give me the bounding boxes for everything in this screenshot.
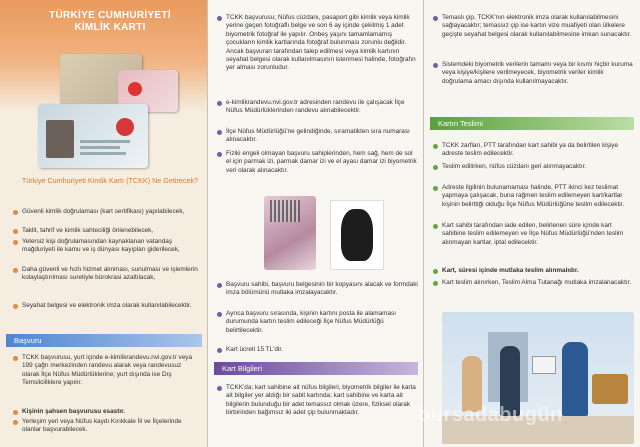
bullet-icon [433,16,438,21]
subtitle-question: Türkiye Cumhuriyeti Kimlik Kartı (TCKK) Ne Getirecek? [21,176,199,185]
delivery-item: Kart sahibi tarafından iade edilen, belirlenen süre içinde kart sahibine teslim edilemeyen ve İlçe Nüfus Müdürlüğü'nden teslim alınmayan kartlar, iptal edilecektir. [432,222,635,247]
bullet-icon [217,101,222,106]
section-header-kart-bilgileri: Kart Bilgileri [214,362,418,375]
info-item: TCKK başvurusu; Nüfus cüzdanı, pasaport gibi kimlik veya kimlik yerine geçen fotoğraflı belge ve son 6 ay içinde çekilmiş 1 adet biyometrik fotoğraf ile yapılır. Onbeş yaşını tamamlamamış çocukların kimlik kartlarında fotoğraf bulunması zorunlu değildir. Ancak başvuran tarafından talep edilmesi veya kimlik kartının seyahat belgesi olarak kullanılmasının istenmesi halinde, fotoğrafın yer alması zorunludur. [216,14,418,73]
bullet-icon [13,210,18,215]
info-item: Başvuru sahibi, başvuru belgesinin bir kopyasını alacak ve formdaki imza bölümünü mutlaka imzalayacaktır. [216,281,418,298]
palm-vein-image [330,200,384,270]
brochure-panel-left [0,0,207,447]
delivery-item: Adreste ilgilinin bulunamaması halinde, PTT ikinci kez teslimat yapmaya çalışacak, buna rağmen teslim edilemeyen kart/kartlar kişinin belirttiği olduğu İlçe Nüfus Müdürlüğüne teslim edilecektir. [432,184,635,209]
bullet-icon [433,224,438,229]
bullet-icon [217,312,222,317]
benefit-item: Daha güvenli ve hızlı hizmet alınması, sunulması ve işlemlerin kolaylaştırılması suretiyle bürokrasi azaltılacak, [12,266,198,283]
fingerprint-scanner-icon [270,200,300,222]
hand-icon [341,209,373,261]
info-item: TCKK'da; kart sahibine ait nüfus bilgileri, biyometrik bilgiler ile karta ait bilgiler yer aldığı bir sabit kartında; kart sahibine ve karta ait bilgilerin bulunduğu bir adet temassız olmak üzere, fiziksel olarak birbirinden bağımsız iki adet çip bulunmaktadır. [216,384,418,418]
bullet-icon [13,304,18,309]
mail-bag-icon [592,374,628,404]
fingerprint-image [264,196,316,270]
benefit-item: Taklit, tahrif ve kimlik sahteciliği önlenebilecek, [12,227,198,235]
bullet-icon [433,144,438,149]
info-item: İlçe Nüfus Müdürlüğü'ne gelindiğinde, sıramatikten sıra numarası alınacaktır. [216,128,418,145]
bullet-icon [433,269,438,274]
apply-item: Kişinin şahsen başvurusu esastır. [12,408,198,416]
brochure-title: TÜRKİYE CUMHURİYETİ KİMLİK KARTI [49,10,171,33]
info-item: Sistemdeki biyometrik verilerin tamamı veya bir kısmı hiçbir kuruma veya kişiye/kişilere verilmeyecek, biyometrik veriler kimlik doğrulama amacı dışında kullanılmayacaktır. [432,61,635,86]
delivery-item: Kart teslim alınırken, Teslim Alma Tutanağı mutlaka imzalanacaktır. [432,279,635,287]
bullet-icon [217,152,222,157]
section-header-basvuru: Başvuru [6,334,202,347]
section-header-kartin-teslimi: Kartın Teslimi [430,117,634,130]
watermark: bursadabugün [418,404,563,426]
info-item: Temaslı çip, TCKK'nın elektronik imza olarak kullanılabilmesini sağlayacaktır; temassız çip ise kartın vize muafiyeti olan ülkelere geçişte seyahat belgesi olarak kullanılabilmesine imkan sunacaktır. [432,14,635,39]
bullet-icon [13,410,18,415]
bullet-icon [217,348,222,353]
info-item: Ayrıca başvuru sırasında, kişinin kartını posta ile alamaması durumunda kartın teslim edileceği İlçe Nüfus Müdürlüğü belirtilecektir. [216,310,418,335]
bullet-icon [217,130,222,135]
id-photo [46,120,74,158]
delivery-item: Teslim edilirken, nüfus cüzdanı geri alınmayacaktır. [432,163,635,171]
flag-icon [116,118,134,136]
bullet-icon [433,281,438,286]
info-item: e-kimlikrandevu.nvi.gov.tr adresinden randevu ile çalışacak İlçe Nüfus Müdürlüklerinden randevu alınabilecektir. [216,99,418,116]
apply-item: Yerleşim yeri veya Nüfus kaydı Kırıkkale İli ve İlçelerinde olanlar başvurabilecek. [12,418,198,435]
envelope-icon [532,356,556,374]
bullet-icon [217,16,222,21]
bullet-icon [13,229,18,234]
bullet-icon [217,283,222,288]
info-item: Fiziki engeli olmayan başvuru sahiplerinden, hem sağ, hem de sol el için parmak izi, parmak damar izi ve el ayası damar izi biyometrik veri olarak alınacaktır. [216,150,418,175]
brochure-panel-right [423,0,640,447]
crescent-icon [128,82,142,96]
info-item: Kart ücreti 15 TL'dir. [216,346,418,354]
bullet-icon [433,186,438,191]
bullet-icon [433,165,438,170]
apply-item: TCKK başvurusu, yurt içinde e-kimlikrandevu.nvi.gov.tr veya 199 çağrı merkezinden randevu alarak veya randevusuz olarak İlçe Nüfus Müdürlüklerine; yurt dışında ise Dış Temsilciliklere yapılır. [12,354,198,388]
bullet-icon [433,63,438,68]
benefit-item: Yetersiz kişi doğrulamasından kaynaklanan vatandaş mağduriyeti ile kamu ve iş dünyası kayıpları giderilecek, [12,238,198,255]
postman-figure [562,342,588,416]
new-id-card-image [38,104,148,168]
bullet-icon [13,356,18,361]
bullet-icon [13,420,18,425]
delivery-item: Kart, süresi içinde mutlaka teslim alınmalıdır. [432,267,635,275]
delivery-item: TCKK zarfları, PTT tarafından kart sahibi ya da belirtilen kişiye adreste teslim edilecektir. [432,142,635,159]
brochure-panel-middle [207,0,423,447]
benefit-item: Seyahat belgesi ve elektronik imza olarak kullanılabilecektir. [12,302,198,310]
bullet-icon [217,386,222,391]
bullet-icon [13,240,18,245]
bullet-icon [13,268,18,273]
benefit-item: Güvenli kimlik doğrulaması (kart sertifikası) yapılabilecek, [12,208,198,216]
